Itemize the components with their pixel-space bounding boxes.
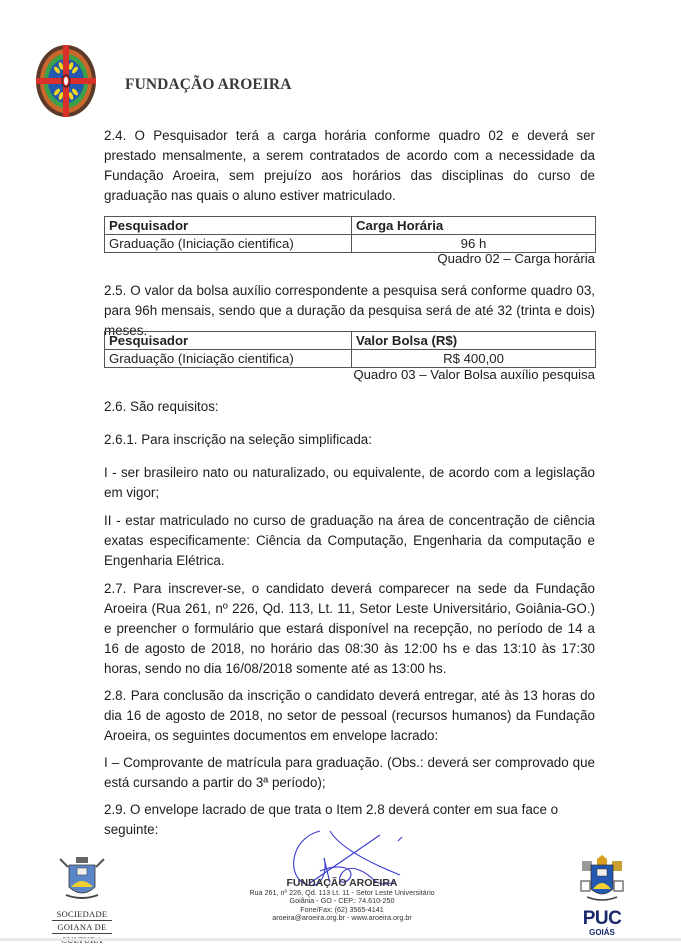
section-2-9: 2.9. O envelope lacrado de que trata o Item 2.8 deverá conter em sua face o seguinte: bbox=[104, 802, 559, 837]
table-header-cell: Valor Bolsa (R$) bbox=[352, 332, 596, 350]
footer-org-name: FUNDAÇÃO AROEIRA bbox=[286, 877, 398, 889]
section-2-5: 2.5. O valor da bolsa auxílio correspondente a pesquisa será conforme quadro 03, para 96h mensais, sendo que a duração da pesquisa será de até 32 (trinta e dois) meses. bbox=[104, 283, 595, 338]
section-2-6: 2.6. São requisitos: bbox=[104, 399, 219, 414]
puc-goias-logo bbox=[574, 855, 630, 937]
table-cell: 96 h bbox=[352, 235, 596, 253]
quadro-03-caption: Quadro 03 – Valor Bolsa auxílio pesquisa bbox=[353, 367, 595, 382]
fundacao-aroeira-emblem-icon bbox=[35, 44, 97, 118]
table-header-cell: Pesquisador bbox=[105, 332, 352, 350]
footer-phone: Fone/Fax: (62) 3565-4141 bbox=[300, 904, 384, 914]
quadro-02-table bbox=[104, 216, 596, 253]
section-2-7: 2.7. Para inscrever-se, o candidato deverá comparecer na sede da Fundação Aroeira (Rua 261, nº 226, Qd. 113, Lt. 11, Setor Leste Universitário, Goiânia-GO.) e preencher o formulário que estará disponível na recepção, no período de 14 a 16 de agosto de 2018, no horário das 08:30 às 12:00 hs e das 13:10 às 17:30 horas, sendo no dia 16/08/2018 somente até as 13:00 hs. bbox=[104, 581, 595, 676]
table-header-row bbox=[105, 217, 596, 235]
footer-city: Goiânia - GO - CEP.: 74.610-250 bbox=[289, 896, 395, 906]
section-2-4: 2.4. O Pesquisador terá a carga horária conforme quadro 02 e deverá ser prestado mensalmente, a serem contratados de acordo com a necessidade da Fundação Aroeira, sem prejuízo aos horários das disciplinas do curso de graduação nas quais o aluno estiver matriculado. bbox=[104, 128, 595, 203]
table-cell: Graduação (Iniciação cientifica) bbox=[105, 235, 352, 253]
sgc-logo bbox=[52, 855, 112, 946]
table-cell: R$ 400,00 bbox=[352, 350, 596, 368]
table-row bbox=[105, 235, 596, 253]
sgc-line: GOIANA DE bbox=[52, 920, 112, 933]
footer-contact: aroeira@aroeira.org.br - www.aroeira.org.br bbox=[272, 913, 412, 923]
requirement-ii: II - estar matriculado no curso de graduação na área de concentração de ciência exatas especificamente: Ciência da Computação, Engenharia da computação e Engenharia Elétrica. bbox=[104, 513, 595, 568]
table-header-cell: Carga Horária bbox=[352, 217, 596, 235]
requirement-i: I - ser brasileiro nato ou naturalizado, ou equivalente, de acordo com a legislação em vigor; bbox=[104, 465, 595, 500]
footer-address-block bbox=[222, 878, 462, 923]
puc-goias-crest-icon bbox=[577, 855, 627, 905]
header-title: FUNDAÇÃO AROEIRA bbox=[125, 76, 292, 93]
quadro-03-table bbox=[104, 331, 596, 368]
footer-address: Rua 261, nº 226, Qd. 113 Lt. 11 - Setor Leste Universitário bbox=[249, 888, 435, 897]
section-2-8: 2.8. Para conclusão da inscrição o candidato deverá entregar, até às 13 horas do dia 16 de agosto de 2018, no setor de pessoal (recursos humanos) da Fundação Aroeira, os seguintes documentos em envelope lacrado: bbox=[104, 688, 595, 743]
puc-name: PUC bbox=[582, 908, 622, 929]
document-i: I – Comprovante de matrícula para graduação. (Obs.: deverá ser comprovado que está cursando a partir do 3ª período); bbox=[104, 755, 595, 790]
puc-sub: GOIÁS bbox=[589, 928, 615, 937]
table-cell: Graduação (Iniciação cientifica) bbox=[105, 350, 352, 368]
sgc-line: SOCIEDADE bbox=[56, 909, 108, 919]
section-2-6-1: 2.6.1. Para inscrição na seleção simplificada: bbox=[104, 432, 372, 447]
table-header-row bbox=[105, 332, 596, 350]
table-header-cell: Pesquisador bbox=[105, 217, 352, 235]
quadro-02-caption: Quadro 02 – Carga horária bbox=[437, 251, 595, 266]
sociedade-goiana-de-cultura-crest-icon bbox=[52, 855, 112, 903]
table-row bbox=[105, 350, 596, 368]
